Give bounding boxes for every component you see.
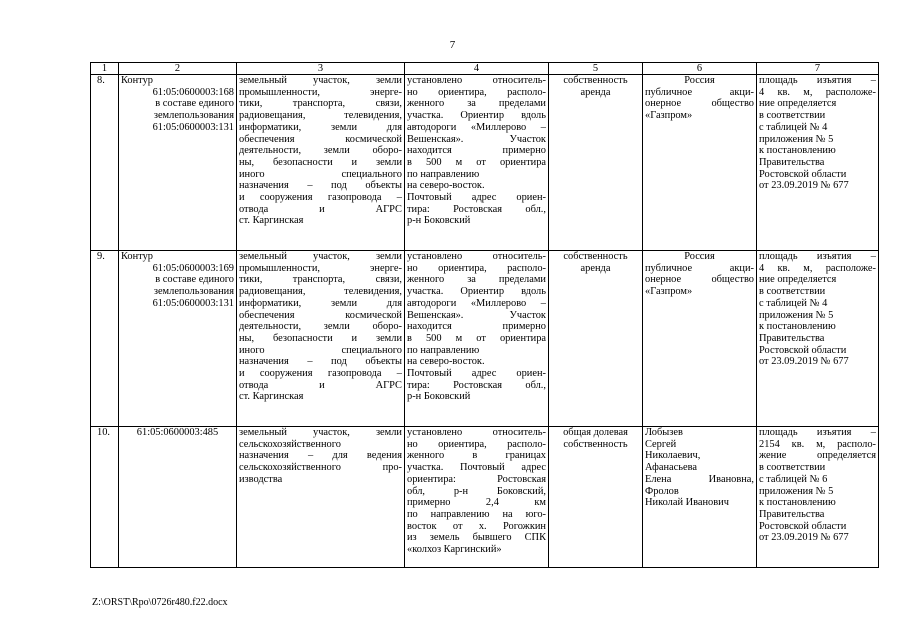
category-line: назначения – для ведения <box>239 450 402 462</box>
category-line: земельный участок, земли <box>239 427 402 438</box>
category-line: земельный участок, земли <box>239 75 402 86</box>
cadastral-line: 61:05:0600003:131 <box>152 297 234 309</box>
table-row <box>91 251 879 427</box>
cadastral-line: землепользования <box>153 110 234 122</box>
note-line: к постановлению <box>759 497 836 509</box>
location-line: установлено относитель- <box>407 75 546 86</box>
location-line: участка. Ориентир вдоль <box>407 110 546 122</box>
cell-category <box>237 427 405 568</box>
cadastral-line: 61:05:0600003:131 <box>152 121 234 133</box>
location-line: участка. Ориентир вдоль <box>407 286 546 298</box>
location-line: находится примерно <box>407 321 546 333</box>
holder-line: Сергей <box>645 438 677 450</box>
cell-rights <box>549 427 643 568</box>
category-line: иного специального <box>239 168 402 180</box>
location-line: на северо-восток. <box>407 356 485 368</box>
category-line: и сооружения газопровода – <box>239 368 402 380</box>
note-line: Правительства <box>759 508 825 520</box>
location-line: автодороги «Миллерово – <box>407 297 546 309</box>
category-line: деятельности, земли оборо- <box>239 321 402 333</box>
note-line: Ростовской области <box>759 344 847 356</box>
cell-location <box>405 251 549 427</box>
holder-line: Николай Иванович <box>645 497 729 509</box>
note-line: с таблицей № 4 <box>759 297 828 309</box>
category-line: ст. Каргинская <box>239 215 304 227</box>
rights-line: аренда <box>580 262 611 274</box>
rights-line: собственность <box>563 75 628 86</box>
category-line: радиовещания, телевидения, <box>239 110 402 122</box>
note-line: в соответствии <box>759 110 826 122</box>
note-line: ние определяется <box>759 98 837 110</box>
holder-line: Елена Ивановна, <box>645 473 754 485</box>
holder-line: Лобызев <box>645 427 683 438</box>
note-line: жение определяется <box>759 450 876 462</box>
location-line: автодороги «Миллерово – <box>407 121 546 133</box>
page-number: 7 <box>449 39 456 51</box>
category-line: изводства <box>239 473 283 485</box>
category-line: иного специального <box>239 344 402 356</box>
note-line: площадь изъятия – <box>759 251 876 262</box>
table-header-row <box>91 63 879 75</box>
column-header-5: 5 <box>549 63 643 75</box>
category-line: отвода и АГРС <box>239 379 402 391</box>
cell-category <box>237 251 405 427</box>
location-line: «колхоз Каргинский» <box>407 544 502 556</box>
table-body <box>91 75 879 568</box>
note-line: приложения № 5 <box>759 309 834 321</box>
note-line: в соответствии <box>759 462 826 474</box>
location-line: но ориентира, располо- <box>407 262 546 274</box>
note-line: от 23.09.2019 № 677 <box>759 356 849 368</box>
note-line: от 23.09.2019 № 677 <box>759 532 849 544</box>
location-line: по направлению <box>407 168 480 180</box>
cell-rights <box>549 75 643 251</box>
location-line: р-н Боковский <box>407 391 471 403</box>
note-line: ние определяется <box>759 274 837 286</box>
row-number: 8. <box>91 75 119 251</box>
category-line: тики, транспорта, связи, <box>239 98 402 110</box>
row-number: 10. <box>91 427 119 568</box>
location-line: установлено относитель- <box>407 427 546 438</box>
cadastral-line: 61:05:0600003:168 <box>152 86 234 98</box>
location-line: женного за пределами <box>407 274 546 286</box>
cadastral-line: 61:05:0600003:169 <box>152 262 234 274</box>
note-line: 4 кв. м, расположе- <box>759 262 876 274</box>
cell-cadastral <box>119 251 237 427</box>
cadastral-line: Контур <box>121 75 153 86</box>
cell-location <box>405 75 549 251</box>
cell-category <box>237 75 405 251</box>
cell-holder <box>643 251 757 427</box>
note-line: к постановлению <box>759 145 836 157</box>
location-line: из земель бывшего СПК <box>407 532 546 544</box>
category-line: сельскохозяйственного про- <box>239 462 402 474</box>
category-line: тики, транспорта, связи, <box>239 274 402 286</box>
note-line: приложения № 5 <box>759 133 834 145</box>
category-line: обеспечения космической <box>239 309 402 321</box>
note-line: в соответствии <box>759 286 826 298</box>
cell-note <box>757 251 879 427</box>
category-line: назначения – под объекты <box>239 356 402 368</box>
location-line: по направлению на юго- <box>407 508 546 520</box>
column-header-7: 7 <box>757 63 879 75</box>
column-header-2: 2 <box>119 63 237 75</box>
location-line: находится примерно <box>407 145 546 157</box>
cell-location <box>405 427 549 568</box>
location-line: обл, р-н Боковский, <box>407 485 546 497</box>
category-line: отвода и АГРС <box>239 203 402 215</box>
note-line: площадь изъятия – <box>759 75 876 86</box>
note-line: с таблицей № 4 <box>759 121 828 133</box>
location-line: но ориентира, располо- <box>407 438 546 450</box>
category-line: ны, безопасности и земли <box>239 156 402 168</box>
column-header-4: 4 <box>405 63 549 75</box>
location-line: Почтовый адрес ориен- <box>407 192 546 204</box>
location-line: восток от х. Рогожкин <box>407 520 546 532</box>
note-line: площадь изъятия – <box>759 427 876 438</box>
document-file-path: Z:\ORST\Rpo\0726r480.f22.docx <box>92 597 228 608</box>
holder-line: Николаевич, <box>645 450 701 462</box>
land-plots-table <box>90 62 879 568</box>
rights-line: общая долевая <box>563 427 628 438</box>
rights-line: собственность <box>563 251 628 262</box>
cell-holder <box>643 427 757 568</box>
holder-line: онерное общество <box>645 98 754 110</box>
cell-note <box>757 427 879 568</box>
cadastral-line: Контур <box>121 251 153 262</box>
location-line: женного за пределами <box>407 98 546 110</box>
category-line: сельскохозяйственного <box>239 438 341 450</box>
holder-line: Фролов <box>645 485 679 497</box>
cell-rights <box>549 251 643 427</box>
location-line: тира: Ростовская обл., <box>407 203 546 215</box>
location-line: примерно 2,4 км <box>407 497 546 509</box>
cell-cadastral <box>119 75 237 251</box>
cadastral-line: в составе единого <box>155 274 234 286</box>
location-line: установлено относитель- <box>407 251 546 262</box>
note-line: приложения № 5 <box>759 485 834 497</box>
holder-line: «Газпром» <box>645 286 693 298</box>
cell-cadastral <box>119 427 237 568</box>
location-line: женного в границах <box>407 450 546 462</box>
location-line: Почтовый адрес ориен- <box>407 368 546 380</box>
holder-line: Россия <box>684 75 715 86</box>
row-number: 9. <box>91 251 119 427</box>
cell-note <box>757 75 879 251</box>
holder-line: публичное акци- <box>645 262 754 274</box>
note-line: от 23.09.2019 № 677 <box>759 180 849 192</box>
note-line: 4 кв. м, расположе- <box>759 86 876 98</box>
note-line: Ростовской области <box>759 520 847 532</box>
column-header-3: 3 <box>237 63 405 75</box>
rights-line: аренда <box>580 86 611 98</box>
category-line: промышленности, энерге- <box>239 262 402 274</box>
location-line: в 500 м от ориентира <box>407 332 546 344</box>
note-line: с таблицей № 6 <box>759 473 828 485</box>
column-header-6: 6 <box>643 63 757 75</box>
holder-line: Афанасьева <box>645 462 697 474</box>
category-line: земельный участок, земли <box>239 251 402 262</box>
category-line: промышленности, энерге- <box>239 86 402 98</box>
column-header-1: 1 <box>91 63 119 75</box>
cadastral-line: в составе единого <box>155 98 234 110</box>
holder-line: публичное акци- <box>645 86 754 98</box>
holder-line: онерное общество <box>645 274 754 286</box>
category-line: и сооружения газопровода – <box>239 192 402 204</box>
note-line: Ростовской области <box>759 168 847 180</box>
holder-line: Россия <box>684 251 715 262</box>
location-line: участка. Почтовый адрес <box>407 462 546 474</box>
cadastral-line: землепользования <box>153 286 234 298</box>
note-line: к постановлению <box>759 321 836 333</box>
location-line: ориентира: Ростовская <box>407 473 546 485</box>
location-line: р-н Боковский <box>407 215 471 227</box>
category-line: информатики, земли для <box>239 121 402 133</box>
note-line: Правительства <box>759 156 825 168</box>
category-line: обеспечения космической <box>239 133 402 145</box>
location-line: Вешенская». Участок <box>407 133 546 145</box>
holder-line: «Газпром» <box>645 110 693 122</box>
rights-line: собственность <box>563 438 628 450</box>
location-line: на северо-восток. <box>407 180 485 192</box>
note-line: Правительства <box>759 332 825 344</box>
location-line: по направлению <box>407 344 480 356</box>
category-line: радиовещания, телевидения, <box>239 286 402 298</box>
category-line: информатики, земли для <box>239 297 402 309</box>
table-row <box>91 427 879 568</box>
location-line: в 500 м от ориентира <box>407 156 546 168</box>
location-line: но ориентира, располо- <box>407 86 546 98</box>
location-line: Вешенская». Участок <box>407 309 546 321</box>
location-line: тира: Ростовская обл., <box>407 379 546 391</box>
cadastral-line: 61:05:0600003:485 <box>136 427 219 438</box>
category-line: деятельности, земли оборо- <box>239 145 402 157</box>
note-line: 2154 кв. м, располо- <box>759 438 876 450</box>
table-row <box>91 75 879 251</box>
category-line: ны, безопасности и земли <box>239 332 402 344</box>
category-line: назначения – под объекты <box>239 180 402 192</box>
cell-holder <box>643 75 757 251</box>
category-line: ст. Каргинская <box>239 391 304 403</box>
